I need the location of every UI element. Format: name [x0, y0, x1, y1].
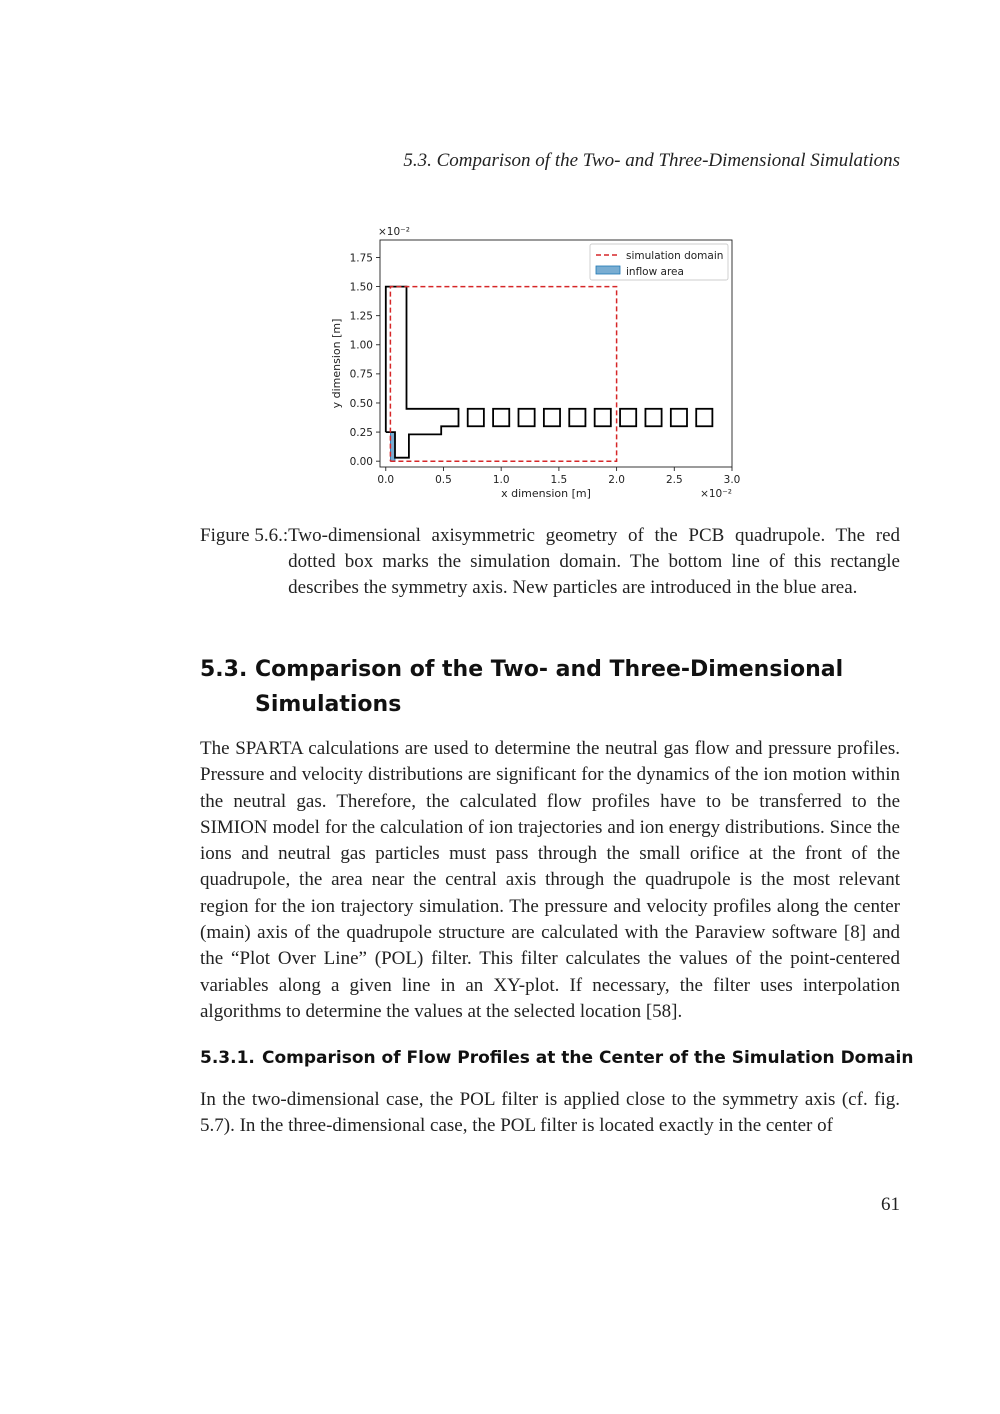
subsection-heading [200, 1048, 920, 1068]
electrode-square [696, 409, 712, 426]
y-tick-label: 1.25 [349, 310, 373, 323]
y-tick-label: 1.75 [349, 252, 373, 265]
x-tick-label: 1.5 [550, 474, 568, 486]
y-tick-label: 1.50 [349, 281, 373, 294]
x-axis-multiplier: ×10⁻² [700, 488, 732, 500]
page-number: 61 [881, 1194, 900, 1215]
x-tick-label: 0.0 [377, 474, 395, 486]
y-tick-label: 0.75 [349, 368, 373, 381]
x-tick-label: 3.0 [723, 474, 741, 486]
y-axis-multiplier: ×10⁻² [378, 226, 410, 238]
electrode-square [671, 409, 687, 426]
subsection-title: Comparison of Flow Profiles at the Center of the Simulation Domain [262, 1048, 914, 1068]
electrode-square [493, 409, 509, 426]
y-tick-label: 0.50 [349, 397, 373, 410]
electrode-square [569, 409, 585, 426]
electrode-square [645, 409, 661, 426]
body-paragraph: In the two-dimensional case, the POL filter is applied close to the symmetry axis (cf. fig. 5.7). In the three-dimensional case, the POL filter is located exactly in the center of [200, 1089, 900, 1137]
quadrupole-outline [386, 287, 459, 458]
x-tick-label: 1.0 [492, 474, 510, 486]
running-head: 5.3. Comparison of the Two- and Three-Dimensional Simulations [403, 150, 900, 171]
x-tick-label: 2.5 [665, 474, 683, 486]
electrode-square [544, 409, 560, 426]
figure-caption [200, 523, 900, 601]
x-tick-label: 0.5 [435, 474, 452, 486]
electrode-square [518, 409, 534, 426]
section-title: Comparison of the Two- and Three-Dimensional Simulations [255, 657, 844, 717]
electrode-square [595, 409, 611, 426]
electrode-square [468, 409, 484, 426]
legend-swatch-inflow-area [596, 266, 620, 274]
electrode-square [620, 409, 636, 426]
figure-caption-label: Figure 5.6.: [200, 525, 289, 546]
section-number: 5.3. [200, 657, 248, 682]
x-tick-label: 2.0 [608, 474, 625, 486]
legend-label-inflow-area: inflow area [626, 266, 684, 278]
y-tick-label: 0.25 [349, 426, 373, 439]
y-tick-label: 0.00 [349, 455, 373, 468]
legend-label-simulation-domain: simulation domain [626, 250, 724, 262]
x-axis-label: x dimension [m] [501, 487, 591, 500]
body-paragraph: The SPARTA calculations are used to determine the neutral gas flow and pressure profiles. Pressure and velocity distributions are significant for the dynamics of the ion motion within the neutral gas. Therefore, the calculated flow profiles have to be transferred to the SIMION model for the calculation of ion trajectories and ion energy distributions. Since the ions and neutral gas particles must pass through the small orifice at the front of the quadrupole, the area near the central axis through the quadrupole is the most relevant region for the ion trajectory simulation. The pressure and velocity profiles along the center (main) axis of the quadrupole structure are calculated with the Paraview software [8] and the “Plot Over Line” (POL) filter. This filter calculates the values of the point-centered variables along a given line in an XY-plot. If necessary, the filter uses interpolation algorithms to determine the values at the selected location [58]. [200, 738, 900, 1022]
figure-caption-text: Two-dimensional axisymmetric geometry of the PCB quadrupole. The red dotted box marks the simulation domain. The bottom line of this rectangle describes the symmetry axis. New particles are introduced in the blue area. [288, 525, 900, 598]
y-axis-label: y dimension [m] [330, 318, 343, 409]
y-tick-label: 1.00 [349, 339, 373, 352]
geometry-figure [320, 222, 760, 512]
subsection-number: 5.3.1. [200, 1048, 255, 1068]
section-heading [200, 652, 900, 722]
